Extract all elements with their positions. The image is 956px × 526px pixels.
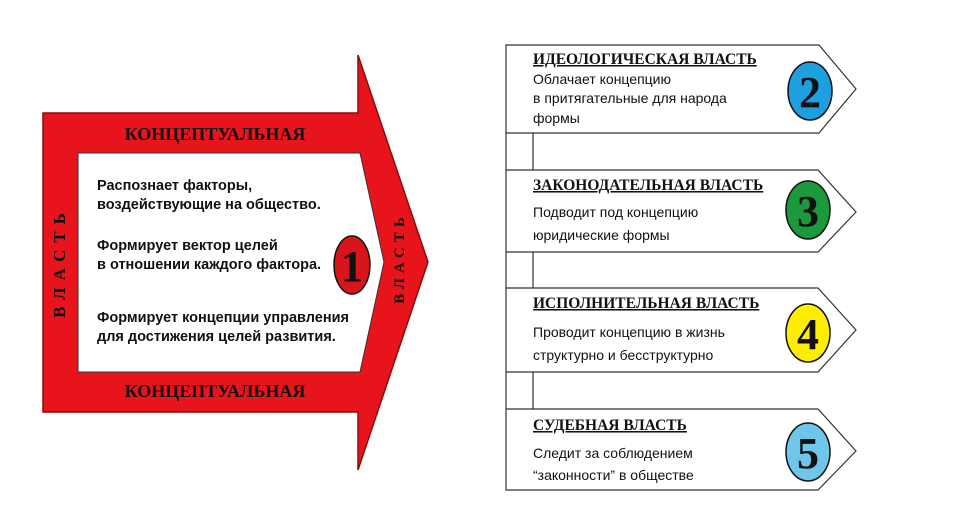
power-description-line: формы <box>533 110 580 126</box>
power-description-line: юридические формы <box>533 227 670 243</box>
conceptual-para2-line2: в отношении каждого фактора. <box>97 257 322 273</box>
number-5: 5 <box>797 429 819 478</box>
conceptual-para1-line1: Распознает факторы, <box>97 178 253 194</box>
power-title: ИДЕОЛОГИЧЕСКАЯ ВЛАСТЬ <box>533 51 757 68</box>
power-description-line: структурно и бесструктурно <box>533 347 714 363</box>
conceptual-para1-line2: воздействующие на общество. <box>97 197 321 213</box>
conceptual-arrow <box>43 55 428 470</box>
conceptual-para3-line1: Формирует концепции управления <box>97 310 349 326</box>
power-title: ИСПОЛНИТЕЛЬНАЯ ВЛАСТЬ <box>533 295 760 312</box>
power-title: ЗАКОНОДАТЕЛЬНАЯ ВЛАСТЬ <box>533 177 764 194</box>
conceptual-top-label: КОНЦЕПТУАЛЬНАЯ <box>124 124 306 144</box>
number-1: 1 <box>341 242 363 291</box>
conceptual-right-label: ВЛАСТЬ <box>392 212 408 304</box>
power-description-line: в притягательные для народа <box>533 90 727 106</box>
power-description-line: Подводит под концепцию <box>533 204 699 220</box>
conceptual-left-label: ВЛАСТЬ <box>50 206 69 318</box>
number-3: 3 <box>797 187 819 236</box>
power-title: СУДЕБНАЯ ВЛАСТЬ <box>533 417 687 434</box>
power-description-line: Проводит концепцию в жизнь <box>533 324 725 340</box>
power-description-line: “законности” в обществе <box>533 467 694 483</box>
power-description-line: Облачает концепцию <box>533 71 671 87</box>
conceptual-para3-line2: для достижения целей развития. <box>97 329 336 345</box>
conceptual-bottom-label: КОНЦЕПТУАЛЬНАЯ <box>124 381 306 401</box>
power-description-line: Следит за соблюдением <box>533 445 693 461</box>
number-4: 4 <box>797 310 819 359</box>
number-2: 2 <box>799 68 821 117</box>
powers-panel <box>506 45 856 490</box>
conceptual-para2-line1: Формирует вектор целей <box>97 238 278 254</box>
